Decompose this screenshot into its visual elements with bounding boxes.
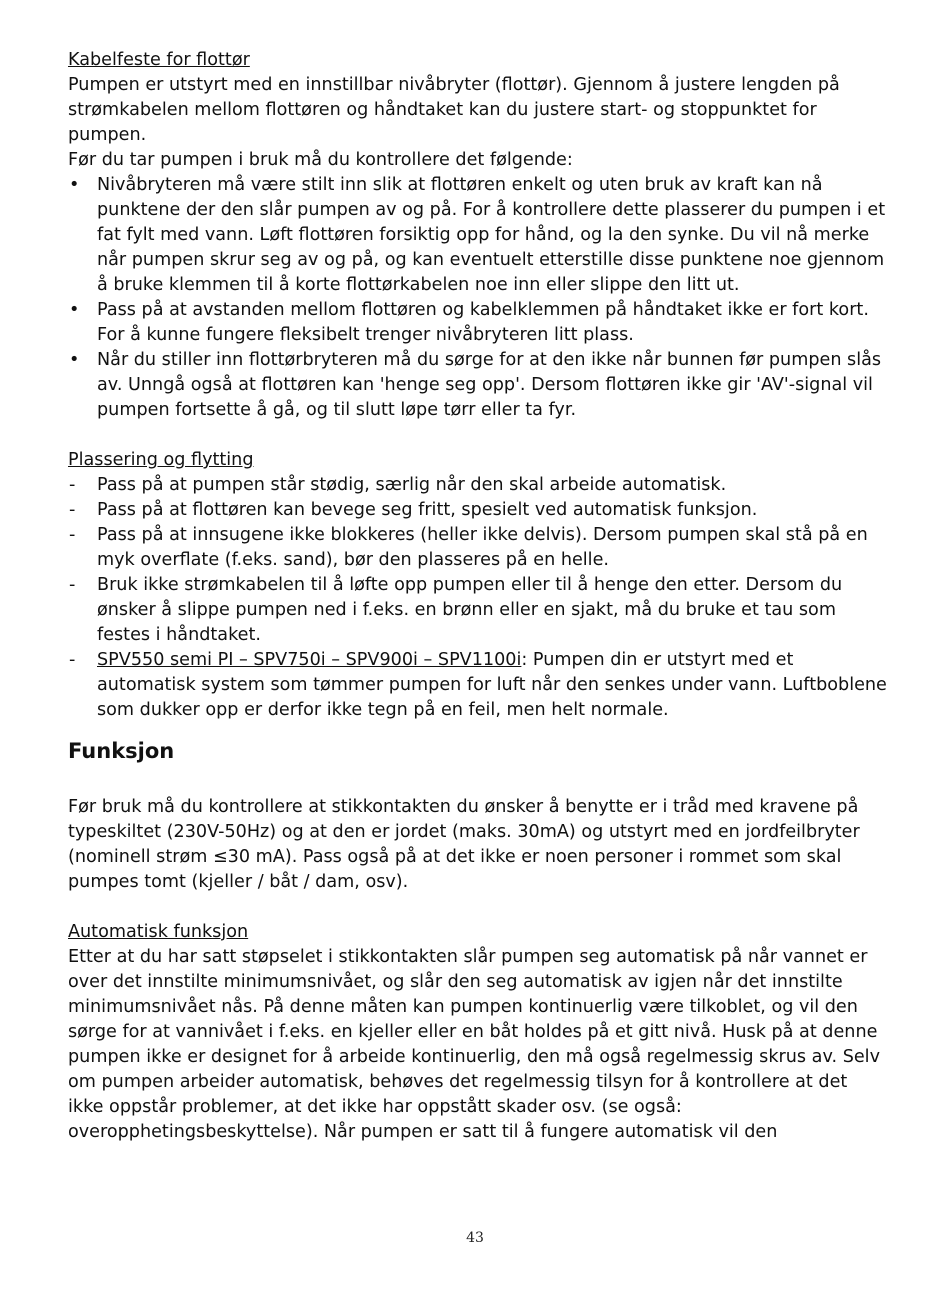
list-item: - Pass på at innsugene ikke blokkeres (heller ikke delvis). Dersom pumpen skal stå på en myk overflate (f.eks. sand), bør den plasseres på en helle. (68, 523, 888, 573)
paragraph-float-intro: Pumpen er utstyrt med en innstillbar nivåbryter (flottør). Gjennom å justere lengden på strømkabelen mellom flottøren og håndtaket kan du justere start- og stoppunktet for pumpen. (68, 75, 840, 145)
list-item: • Nivåbryteren må være stilt inn slik at flottøren enkelt og uten bruk av kraft kan nå punktene der den slår pumpen av og på. For å kontrollere dette plasserer du pumpen i et fat fylt med vann. Løft flottøren forsiktig opp for hånd, og la den synke. Du vil nå merke når pumpen skrur seg av og på, og kan eventuelt etterstille disse punktene noe gjennom å bruke klemmen til å korte flottørkabelen noe inn eller slippe den litt ut. (68, 173, 888, 298)
list-item: - Pass på at flottøren kan bevege seg fritt, spesielt ved automatisk funksjon. (68, 498, 888, 523)
list-item: • Når du stiller inn flottørbryteren må du sørge for at den ikke når bunnen før pumpen slås av. Unngå også at flottøren kan 'henge seg opp'. Dersom flottøren ikke gir 'AV'-signal vil pumpen fortsette å gå, og til slutt løpe tørr eller ta fyr. (68, 348, 888, 423)
page-number: 43 (466, 1230, 484, 1246)
heading-cable-mount: Kabelfeste for flottør (68, 50, 250, 70)
paragraph-check-lead: Før du tar pumpen i bruk må du kontrollere det følgende: (68, 150, 573, 170)
heading-placement: Plassering og flytting (68, 450, 254, 470)
bullet-list-checks (68, 173, 888, 423)
model-description: : Pumpen din er utstyrt med et automatisk system som tømmer pumpen for luft når den senkes under vann. Luftboblene som dukker opp er derfor ikke tegn på en feil, men helt normale. (97, 650, 887, 720)
list-item: - Pass på at pumpen står stødig, særlig når den skal arbeide automatisk. (68, 473, 888, 498)
document-page (68, 48, 888, 1145)
paragraph-automatic-function: Etter at du har satt støpselet i stikkontakten slår pumpen seg automatisk på når vannet er over det innstilte minimumsnivået, og slår den seg automatisk av igjen når det innstilte minimumsnivået nås. På denne måten kan pumpen kontinuerlig være tilkoblet, og vil den sørge for at vannivået i f.eks. en kjeller eller en båt holdes på et gitt nivå. Husk på at denne pumpen ikke er designet for å arbeide kontinuerlig, den må også regelmessig skrus av. Selv om pumpen arbeider automatisk, behøves det regelmessig tilsyn for å kontrollere at det ikke oppstår problemer, at det ikke har oppstått skader osv. (se også: overopphetingsbeskyttelse). Når pumpen er satt til å fungere automatisk vil den (68, 947, 880, 1142)
dash-list-placement (68, 473, 888, 723)
model-names: SPV550 semi PI – SPV750i – SPV900i – SPV1100i (97, 650, 522, 670)
list-item: • Pass på at avstanden mellom flottøren og kabelklemmen på håndtaket ikke er fort kort. For å kunne fungere fleksibelt trenger nivåbryteren litt plass. (68, 298, 888, 348)
section-title-function: Funksjon (68, 739, 175, 763)
list-item-models (68, 648, 888, 723)
list-item: - Bruk ikke strømkabelen til å løfte opp pumpen eller til å henge den etter. Dersom du ønsker å slippe pumpen ned i f.eks. en brønn eller en sjakt, må du bruke et tau som festes i håndtaket. (68, 573, 888, 648)
paragraph-function: Før bruk må du kontrollere at stikkontakten du ønsker å benytte er i tråd med kravene på typeskiltet (230V-50Hz) og at den er jordet (maks. 30mA) og utstyrt med en jordfeilbryter (nominell strøm ≤30 mA). Pass også på at det ikke er noen personer i rommet som skal pumpes tomt (kjeller / båt / dam, osv). (68, 797, 860, 892)
heading-automatic-function: Automatisk funksjon (68, 922, 249, 942)
